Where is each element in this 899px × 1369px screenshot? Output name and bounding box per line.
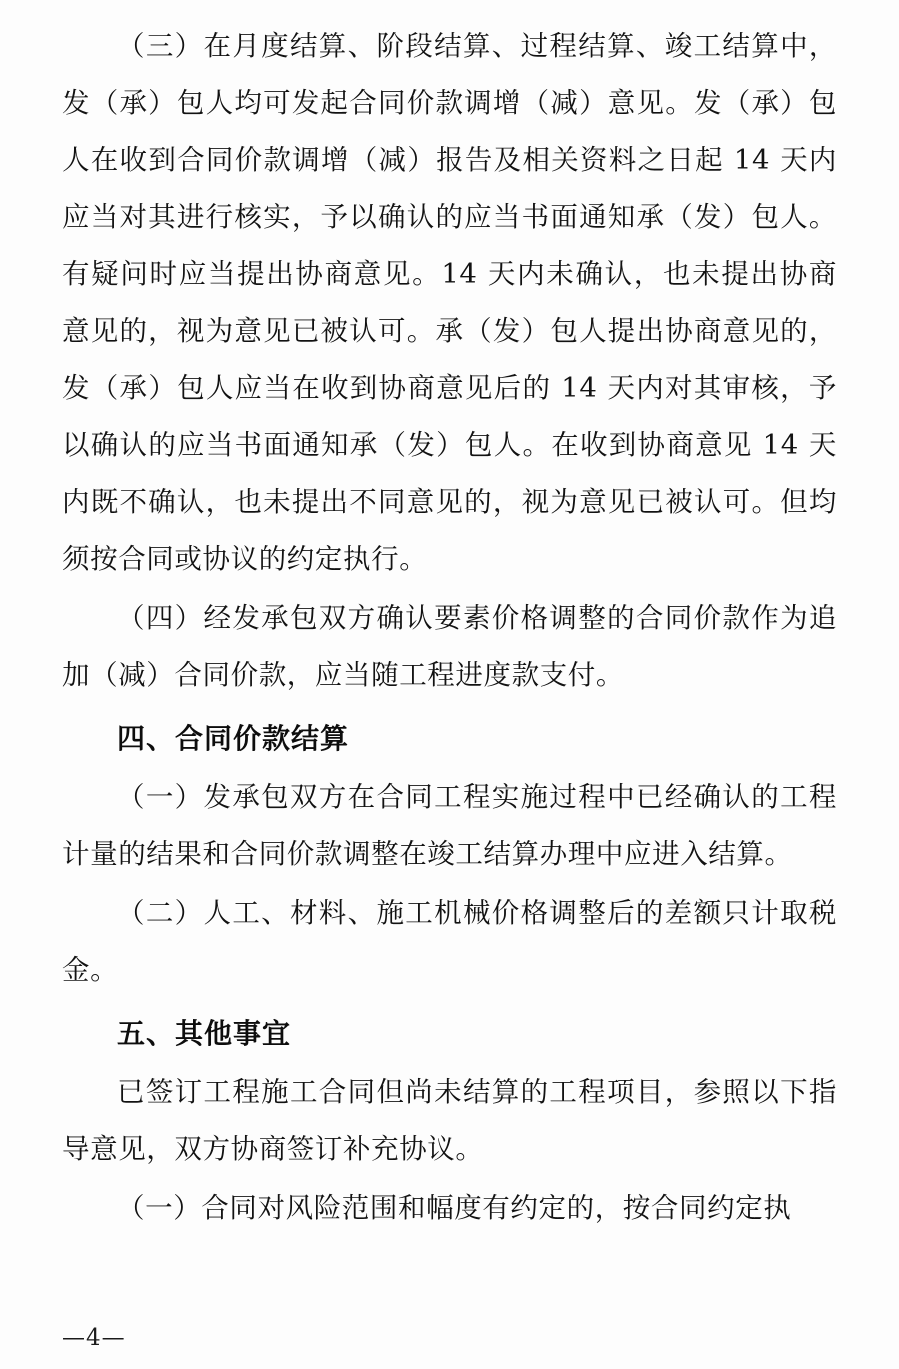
heading-section5: 五、其他事宜	[117, 1017, 292, 1050]
paragraph-section4-item1: （一）发承包双方在合同工程实施过程中已经确认的工程计量的结果和合同价款调整在竣工结算办理中应进入结算。	[62, 781, 837, 870]
document-body	[62, 18, 837, 1237]
page-number: —4—	[62, 1325, 126, 1351]
paragraph-section3-item4: （四）经发承包双方确认要素价格调整的合同价款作为追加（减）合同价款，应当随工程进度款支付。	[62, 602, 837, 691]
paragraph-section5-item1: （一）合同对风险范围和幅度有约定的，按合同约定执	[117, 1192, 792, 1224]
paragraph-section3-item3: （三）在月度结算、阶段结算、过程结算、竣工结算中，发（承）包人均可发起合同价款调增（减）意见。发（承）包人在收到合同价款调增（减）报告及相关资料之日起 14 天内应当对其进行核实，予以确认的应当书面通知承（发）包人。有疑问时应当提出协商意见。14 天内未确认，也未提出协商意见的，视为意见已被认可。承（发）包人提出协商意见的，发（承）包人应当在收到协商意见后的 14 天内对其审核，予以确认的应当书面通知承（发）包人。在收到协商意见 14 天内既不确认，也未提出不同意见的，视为意见已被认可。但均须按合同或协议的约定执行。	[62, 30, 837, 575]
paragraph-section4-item2: （二）人工、材料、施工机械价格调整后的差额只计取税金。	[62, 897, 837, 986]
heading-section4: 四、合同价款结算	[117, 722, 350, 755]
paragraph-section5-intro: 已签订工程施工合同但尚未结算的工程项目，参照以下指导意见，双方协商签订补充协议。	[62, 1076, 837, 1165]
